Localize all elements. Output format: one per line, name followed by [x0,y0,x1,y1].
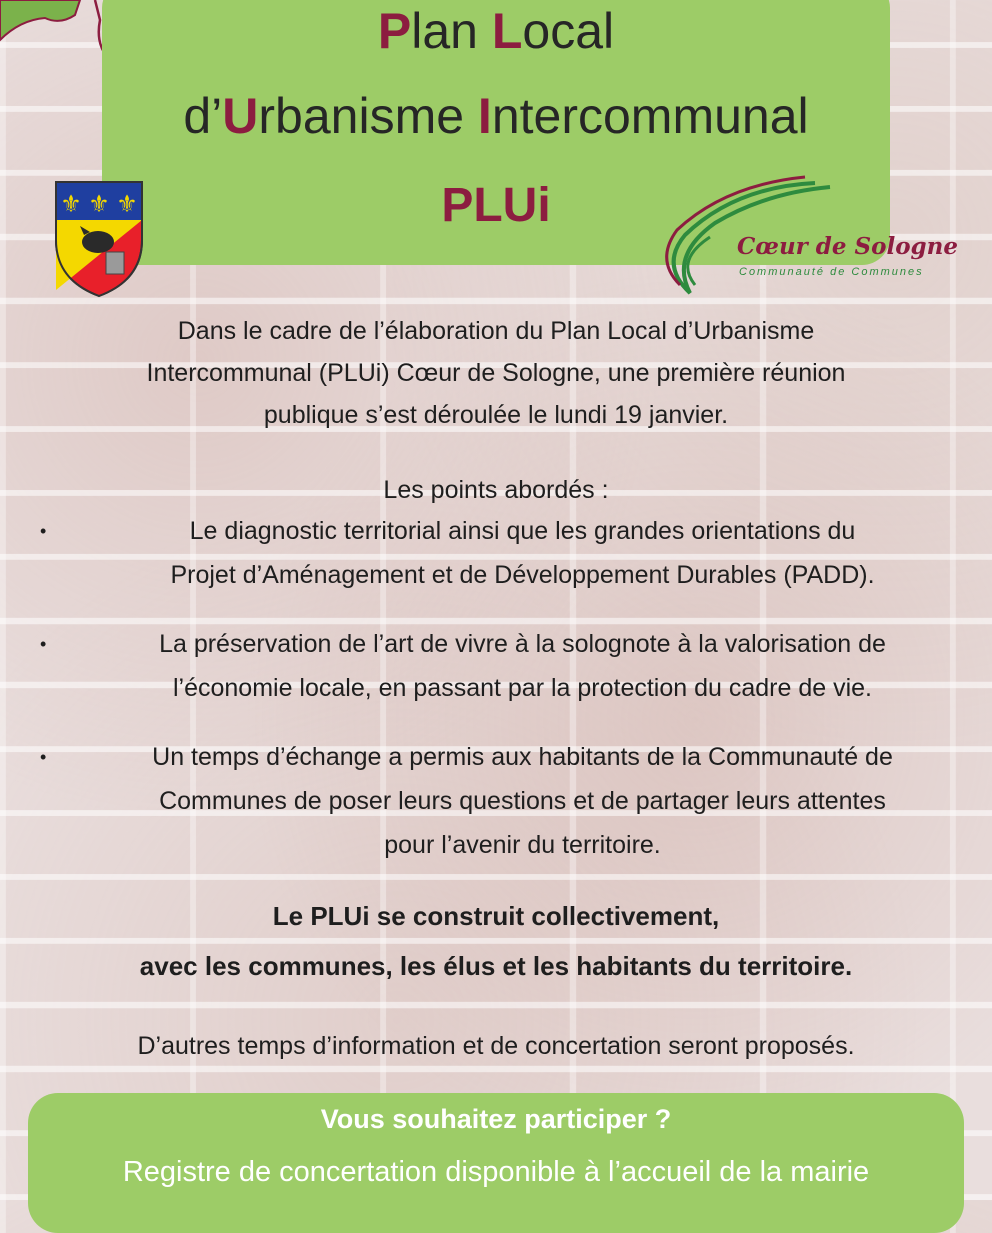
logo-name: Cœur de Sologne [737,233,958,260]
highlight-line-1: Le PLUi se construit collectivement, [272,901,720,931]
svg-text:⚜: ⚜ [60,191,82,218]
list-item: • Le diagnostic territorial ainsi que les grandes orientations du Projet d’Aménagement et de Développement Durables (PADD). [40,509,975,597]
intro-paragraph: Dans le cadre de l’élaboration du Plan Local d’Urbanisme Intercommunal (PLUi) Cœur de Sologne, une première réunion publique s’est déroulée le lundi 19 janvier. [146,317,846,429]
list-item: • La préservation de l’art de vivre à la solognote à la valorisation de l’économie locale, en passant par la protection du cadre de vie. [40,622,975,710]
footer-question: Vous souhaitez participer ? [320,1104,672,1134]
points-heading: Les points abordés : [383,476,609,504]
title-acronym: PLUi [441,179,551,232]
svg-text:⚜: ⚜ [88,191,110,218]
coat-of-arms-icon [54,180,144,298]
svg-text:⚜: ⚜ [116,191,138,218]
bullet-icon: • [40,747,47,767]
logo-subtitle: Communauté de Communes [739,266,924,278]
title-line-1: Plan Local [377,3,615,59]
highlight-line-2: avec les communes, les élus et les habitants du territoire. [139,951,853,981]
title-line-2: d’Urbanisme Intercommunal [183,88,809,144]
list-item: • Un temps d’échange a permis aux habitants de la Communauté de Communes de poser leurs questions et de partager leurs attentes pour l’avenir du territoire. [40,735,975,867]
footer-info: Registre de concertation disponible à l’accueil de la mairie [122,1156,870,1188]
bullet-icon: • [40,634,47,654]
closing-text: D’autres temps d’information et de concertation seront proposés. [137,1032,855,1060]
bullet-icon: • [40,521,47,541]
